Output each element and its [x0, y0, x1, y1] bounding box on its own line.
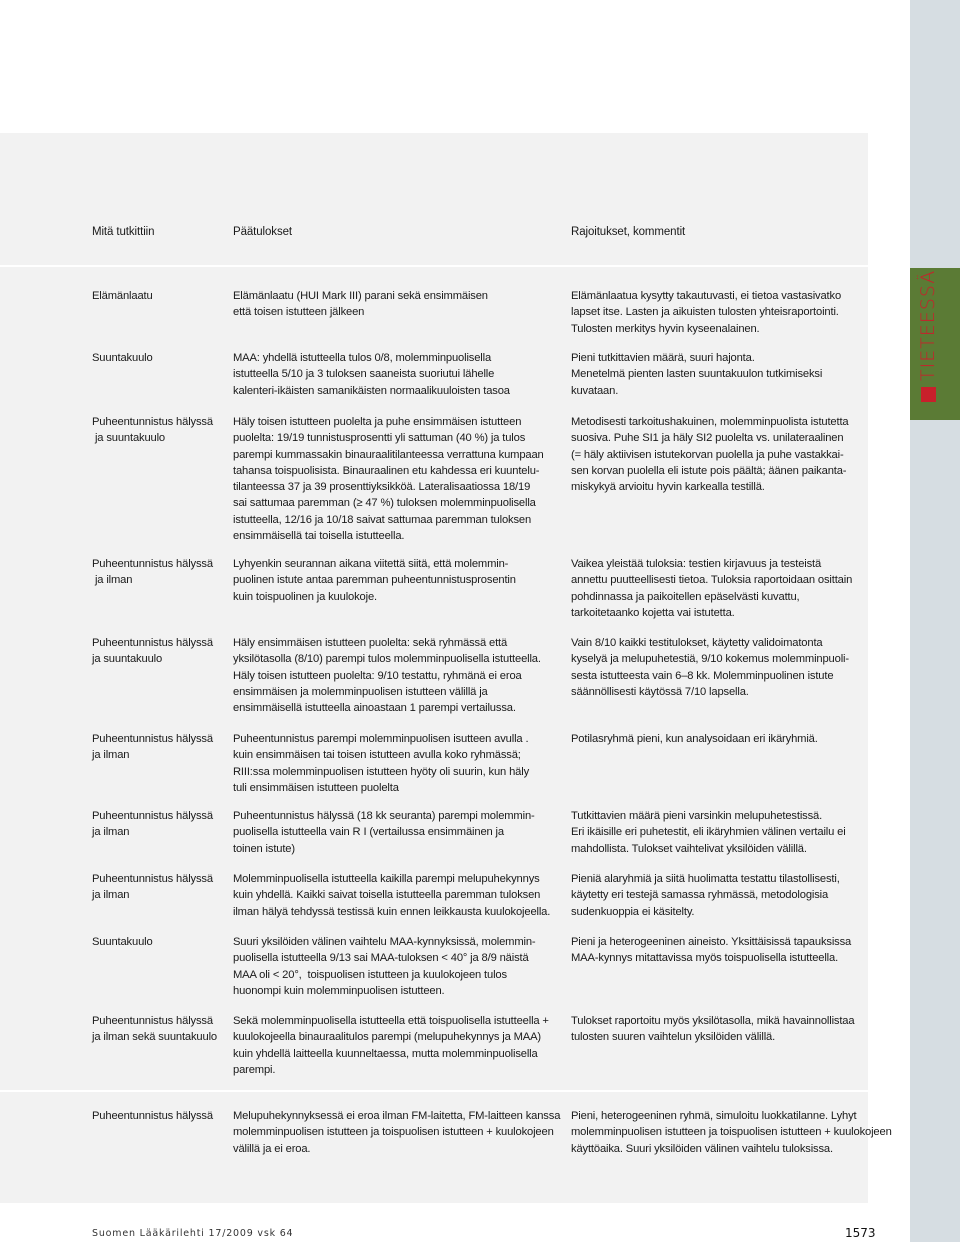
limitations-cell: [571, 288, 861, 337]
text-line: Melupuhekynnyksessä ei eroa ilman FM-laitetta, FM-laitteen kanssa: [233, 1110, 561, 1122]
text-line: sudenkuoppia ei käsitelty.: [571, 905, 695, 918]
text-line: Tulosten merkitys hyvin kyseenalainen.: [571, 322, 760, 335]
header-results: Päätulokset: [233, 226, 292, 238]
text-line: Puheentunnistus hälyssä: [92, 733, 213, 745]
studied-cell: [92, 1013, 227, 1046]
text-line: Suuntakuulo: [92, 936, 153, 948]
limitations-cell: [571, 556, 861, 621]
text-line: Häly ensimmäisen istutteen puolelta: sekä ryhmässä että: [233, 637, 508, 649]
studied-cell: [92, 350, 227, 366]
text-line: lapset itse. Lasten ja aikuisten tulosten yhteisraportointi.: [571, 306, 839, 319]
text-line: kyselyä ja melupuhetestiä, 9/10 kokemus molemminpuoli-: [571, 653, 849, 666]
results-cell: [233, 808, 558, 857]
text-line: tilanteessa 37 ja 39 prosenttiyksikköä. Lateralisaatiossa 18/19: [233, 481, 531, 494]
studied-cell: [92, 1108, 227, 1124]
text-line: tarkoitetaanko kojetta vai istutetta.: [571, 606, 735, 619]
studied-cell: [92, 556, 227, 589]
section-label-text: TIETEESSÄ: [917, 269, 939, 381]
text-line: puolinen istute antaa paremman puheentunnistusprosentin: [233, 574, 516, 587]
text-line: toinen istute): [233, 842, 295, 855]
text-line: molemminpuolisen istutteen ja toispuolisen istutteen + kuulokojeen: [233, 1126, 554, 1139]
studied-cell: [92, 731, 227, 764]
text-line: sai sattumaa paremman (≥ 47 %) tuloksen molemminpuolisella: [233, 497, 536, 510]
text-line: Pieni tutkittavien määrä, suuri hajonta.: [571, 352, 755, 364]
red-square-marker: [921, 387, 936, 402]
text-line: Vain 8/10 kaikki testitulokset, käytetty validoimatonta: [571, 637, 823, 649]
journal-footer: Suomen Lääkärilehti 17/2009 vsk 64: [92, 1228, 294, 1239]
text-line: Puheentunnistus hälyssä (18 kk seuranta) parempi molemmin-: [233, 810, 535, 822]
text-line: ilman hälyä tehdyssä testissä kuin ennen leikkausta kuulokojeella.: [233, 905, 551, 918]
text-line: Metodisesti tarkoitushakuinen, molemminpuolista istutetta: [571, 416, 849, 428]
text-line: Potilasryhmä pieni, kun analysoidaan eri ikäryhmiä.: [571, 733, 818, 745]
text-line: ja ilman sekä suuntakuulo: [92, 1031, 217, 1044]
text-line: tulosten suuren vaihtelun yksilöiden välillä.: [571, 1031, 776, 1044]
text-line: kuulokojeella binauraalitulos parempi (melupuhekynnys ja MAA): [233, 1031, 541, 1044]
text-line: Pieni ja heterogeeninen aineisto. Yksittäisissä tapauksissa: [571, 936, 852, 948]
text-line: puolisella istutteella 9/13 sai MAA-tuloksen < 40° ja 8/9 näistä: [233, 952, 529, 965]
text-line: molemminpuolisen istutteen ja toispuolisen istutteen + kuulokojeen: [571, 1126, 892, 1139]
text-line: kuin yhdellä. Kaikki saivat toisella istutteella paremman tuloksen: [233, 889, 541, 902]
text-line: ja ilman: [92, 889, 130, 902]
text-line: ensimmäisellä tai toisella istutteella.: [233, 530, 405, 543]
text-line: Tulokset raportoitu myös yksilötasolla, mikä havainnollistaa: [571, 1015, 855, 1027]
section-divider: [0, 1090, 868, 1092]
text-line: RIII:ssa molemminpuolisen istutteen hyöty oli suurin, kun häly: [233, 765, 530, 778]
text-line: mahdollista. Tulokset vaihtelivat yksilöiden välillä.: [571, 842, 807, 855]
text-line: Vaikea yleistää tuloksia: testien kirjavuus ja testeistä: [571, 558, 822, 570]
text-line: Häly toisen istutteen puolelta ja puhe ensimmäisen istutteen: [233, 416, 522, 428]
text-line: ensimmäisen ja molemminpuolisen istutteen välillä ja: [233, 685, 488, 698]
text-line: Puheentunnistus hälyssä: [92, 1110, 213, 1122]
results-cell: [233, 635, 558, 716]
text-line: käyttöaika. Suuri yksilöiden välinen vaihtelu tuloksissa.: [571, 1142, 833, 1155]
text-line: kuin toispuolinen ja kuulokoje.: [233, 590, 377, 603]
text-line: kuvataan.: [571, 384, 619, 397]
results-cell: [233, 414, 558, 544]
text-line: sen korvan puolella eli istute pois päältä; äänen paikanta-: [571, 464, 847, 477]
text-line: Puheentunnistus hälyssä: [92, 416, 213, 428]
text-line: kuin ensimmäisen tai toisen istutteen avulla koko ryhmässä;: [233, 749, 521, 762]
section-label: [913, 262, 953, 402]
header-studied: Mitä tutkittiin: [92, 226, 155, 238]
text-line: tahansa toispuolisista. Binauraalinen etu kahdessa eri kuuntelu-: [233, 464, 540, 477]
results-cell: [233, 934, 558, 999]
text-line: ja ilman: [92, 574, 133, 587]
text-line: Lyhyenkin seurannan aikana viitettä siitä, että molemmin-: [233, 558, 509, 570]
studied-cell: [92, 808, 227, 841]
text-line: Pieniä alaryhmiä ja siitä huolimatta testattu tilastollisesti,: [571, 873, 840, 885]
results-cell: [233, 1013, 558, 1078]
text-line: Suuntakuulo: [92, 352, 153, 364]
studied-cell: [92, 871, 227, 904]
text-line: parempi.: [233, 1063, 276, 1076]
text-line: parempi kummassakin binauraalitilanteessa verrattuna kumpaan: [233, 448, 544, 461]
text-line: puolelta: 19/19 tunnistusprosentti yli sattuman (40 %) ja tulos: [233, 432, 526, 445]
results-cell: [233, 556, 558, 605]
text-line: pohdinnassa ja paikoitellen epäselvästi kuvattu,: [571, 590, 800, 603]
text-line: MAA: yhdellä istutteella tulos 0/8, molemminpuolisella: [233, 352, 492, 364]
text-line: Puheentunnistus hälyssä: [92, 873, 213, 885]
studied-cell: [92, 414, 227, 447]
text-line: kalenteri-ikäisten samanikäisten normaalikuuloisten tasoa: [233, 384, 510, 397]
limitations-cell: [571, 731, 861, 747]
text-line: välillä ja ei eroa.: [233, 1142, 311, 1155]
results-cell: [233, 288, 558, 321]
text-line: Puheentunnistus hälyssä: [92, 637, 213, 649]
text-line: että toisen istutteen jälkeen: [233, 306, 365, 319]
text-line: Eri ikäisille eri puhetestit, eli ikäryhmien välinen vertailu ei: [571, 826, 846, 839]
page-number: 1573: [845, 1226, 876, 1240]
limitations-cell: [571, 635, 861, 700]
text-line: Puheentunnistus hälyssä: [92, 1015, 213, 1027]
studied-cell: [92, 934, 227, 950]
text-line: Häly toisen istutteen puolelta: 9/10 testattu, ryhmänä ei eroa: [233, 669, 522, 682]
text-line: ensimmäisellä istutteella ainoastaan 1 parempi vertailussa.: [233, 702, 516, 715]
text-line: Suuri yksilöiden välinen vaihtelu MAA-kynnyksissä, molemmin-: [233, 936, 536, 948]
text-line: MAA-kynnys mitattavissa myös toispuolisella istutteella.: [571, 952, 839, 965]
text-line: ja ilman: [92, 749, 130, 762]
text-line: kuin yhdellä laitteella kuunneltaessa, mutta molemminpuolisella: [233, 1047, 538, 1060]
text-line: istutteella, 12/16 ja 10/18 saivat sattumaa paremman tuloksen: [233, 513, 532, 526]
text-line: huonompi kuin molemminpuolisen istutteen.: [233, 984, 445, 997]
studied-cell: [92, 635, 227, 668]
results-cell: [233, 1108, 561, 1157]
text-line: puolisella istutteella vain R I (vertailussa ensimmäinen ja: [233, 826, 504, 839]
text-line: (= häly aktiivisen istutekorvan puolella ja puhe vastakkai-: [571, 448, 844, 461]
limitations-cell: [571, 808, 861, 857]
limitations-cell: [571, 350, 861, 399]
limitations-cell: [571, 1013, 861, 1046]
results-cell: [233, 350, 558, 399]
limitations-cell: [571, 934, 861, 967]
text-line: käytetty eri testejä samassa ryhmässä, metodologisia: [571, 889, 829, 902]
text-line: MAA oli < 20°, toispuolisen istutteen ja kuulokojeen tulos: [233, 968, 507, 981]
text-line: yksilötasolla (8/10) parempi tulos molemminpuolisella istutteella.: [233, 653, 541, 666]
text-line: Puheentunnistus hälyssä: [92, 558, 213, 570]
text-line: Sekä molemminpuolisella istutteella että toispuolisella istutteella +: [233, 1015, 549, 1027]
text-line: Elämänlaatu (HUI Mark III) parani sekä ensimmäisen: [233, 290, 488, 302]
text-line: Puheentunnistus hälyssä: [92, 810, 213, 822]
text-line: Pieni, heterogeeninen ryhmä, simuloitu luokkatilanne. Lyhyt: [571, 1110, 857, 1122]
text-line: Puheentunnistus parempi molemminpuolisen isutteen avulla .: [233, 733, 529, 745]
side-strip: [910, 0, 960, 1242]
text-line: sesta istutteesta vain 6–8 kk. Molemminpuolinen istute: [571, 669, 834, 682]
text-line: istutteella 5/10 ja 3 tuloksen saaneista suoriutui lähelle: [233, 368, 495, 381]
text-line: annettu puutteellisesti tietoa. Tuloksia raportoidaan osittain: [571, 574, 853, 587]
text-line: Elämänlaatu: [92, 290, 153, 302]
limitations-cell: [571, 414, 861, 495]
text-line: Tutkittavien määrä pieni varsinkin melupuhetestissä.: [571, 810, 823, 822]
text-line: tuli ensimmäisen istutteen puolelta: [233, 781, 399, 794]
studied-cell: [92, 288, 227, 304]
text-line: suosiva. Puhe SI1 ja häly SI2 puolelta vs. unilateraalinen: [571, 432, 844, 445]
text-line: ja suuntakuulo: [92, 653, 163, 666]
text-line: säännöllisesti käytössä 7/10 lapsella.: [571, 685, 749, 698]
results-cell: [233, 731, 558, 796]
text-line: ja suuntakuulo: [92, 432, 166, 445]
text-line: ja ilman: [92, 826, 130, 839]
header-divider: [0, 265, 868, 267]
results-cell: [233, 871, 558, 920]
text-line: Menetelmä pienten lasten suuntakuulon tutkimiseksi: [571, 368, 823, 381]
text-line: Elämänlaatua kysytty takautuvasti, ei tietoa vastasivatko: [571, 290, 842, 302]
header-limitations: Rajoitukset, kommentit: [571, 226, 686, 238]
limitations-cell: [571, 871, 861, 920]
text-line: miskykyä arvioitu hyvin karkealla testillä.: [571, 481, 765, 494]
limitations-cell: [571, 1108, 892, 1157]
text-line: Molemminpuolisella istutteella kaikilla parempi melupuhekynnys: [233, 873, 540, 885]
